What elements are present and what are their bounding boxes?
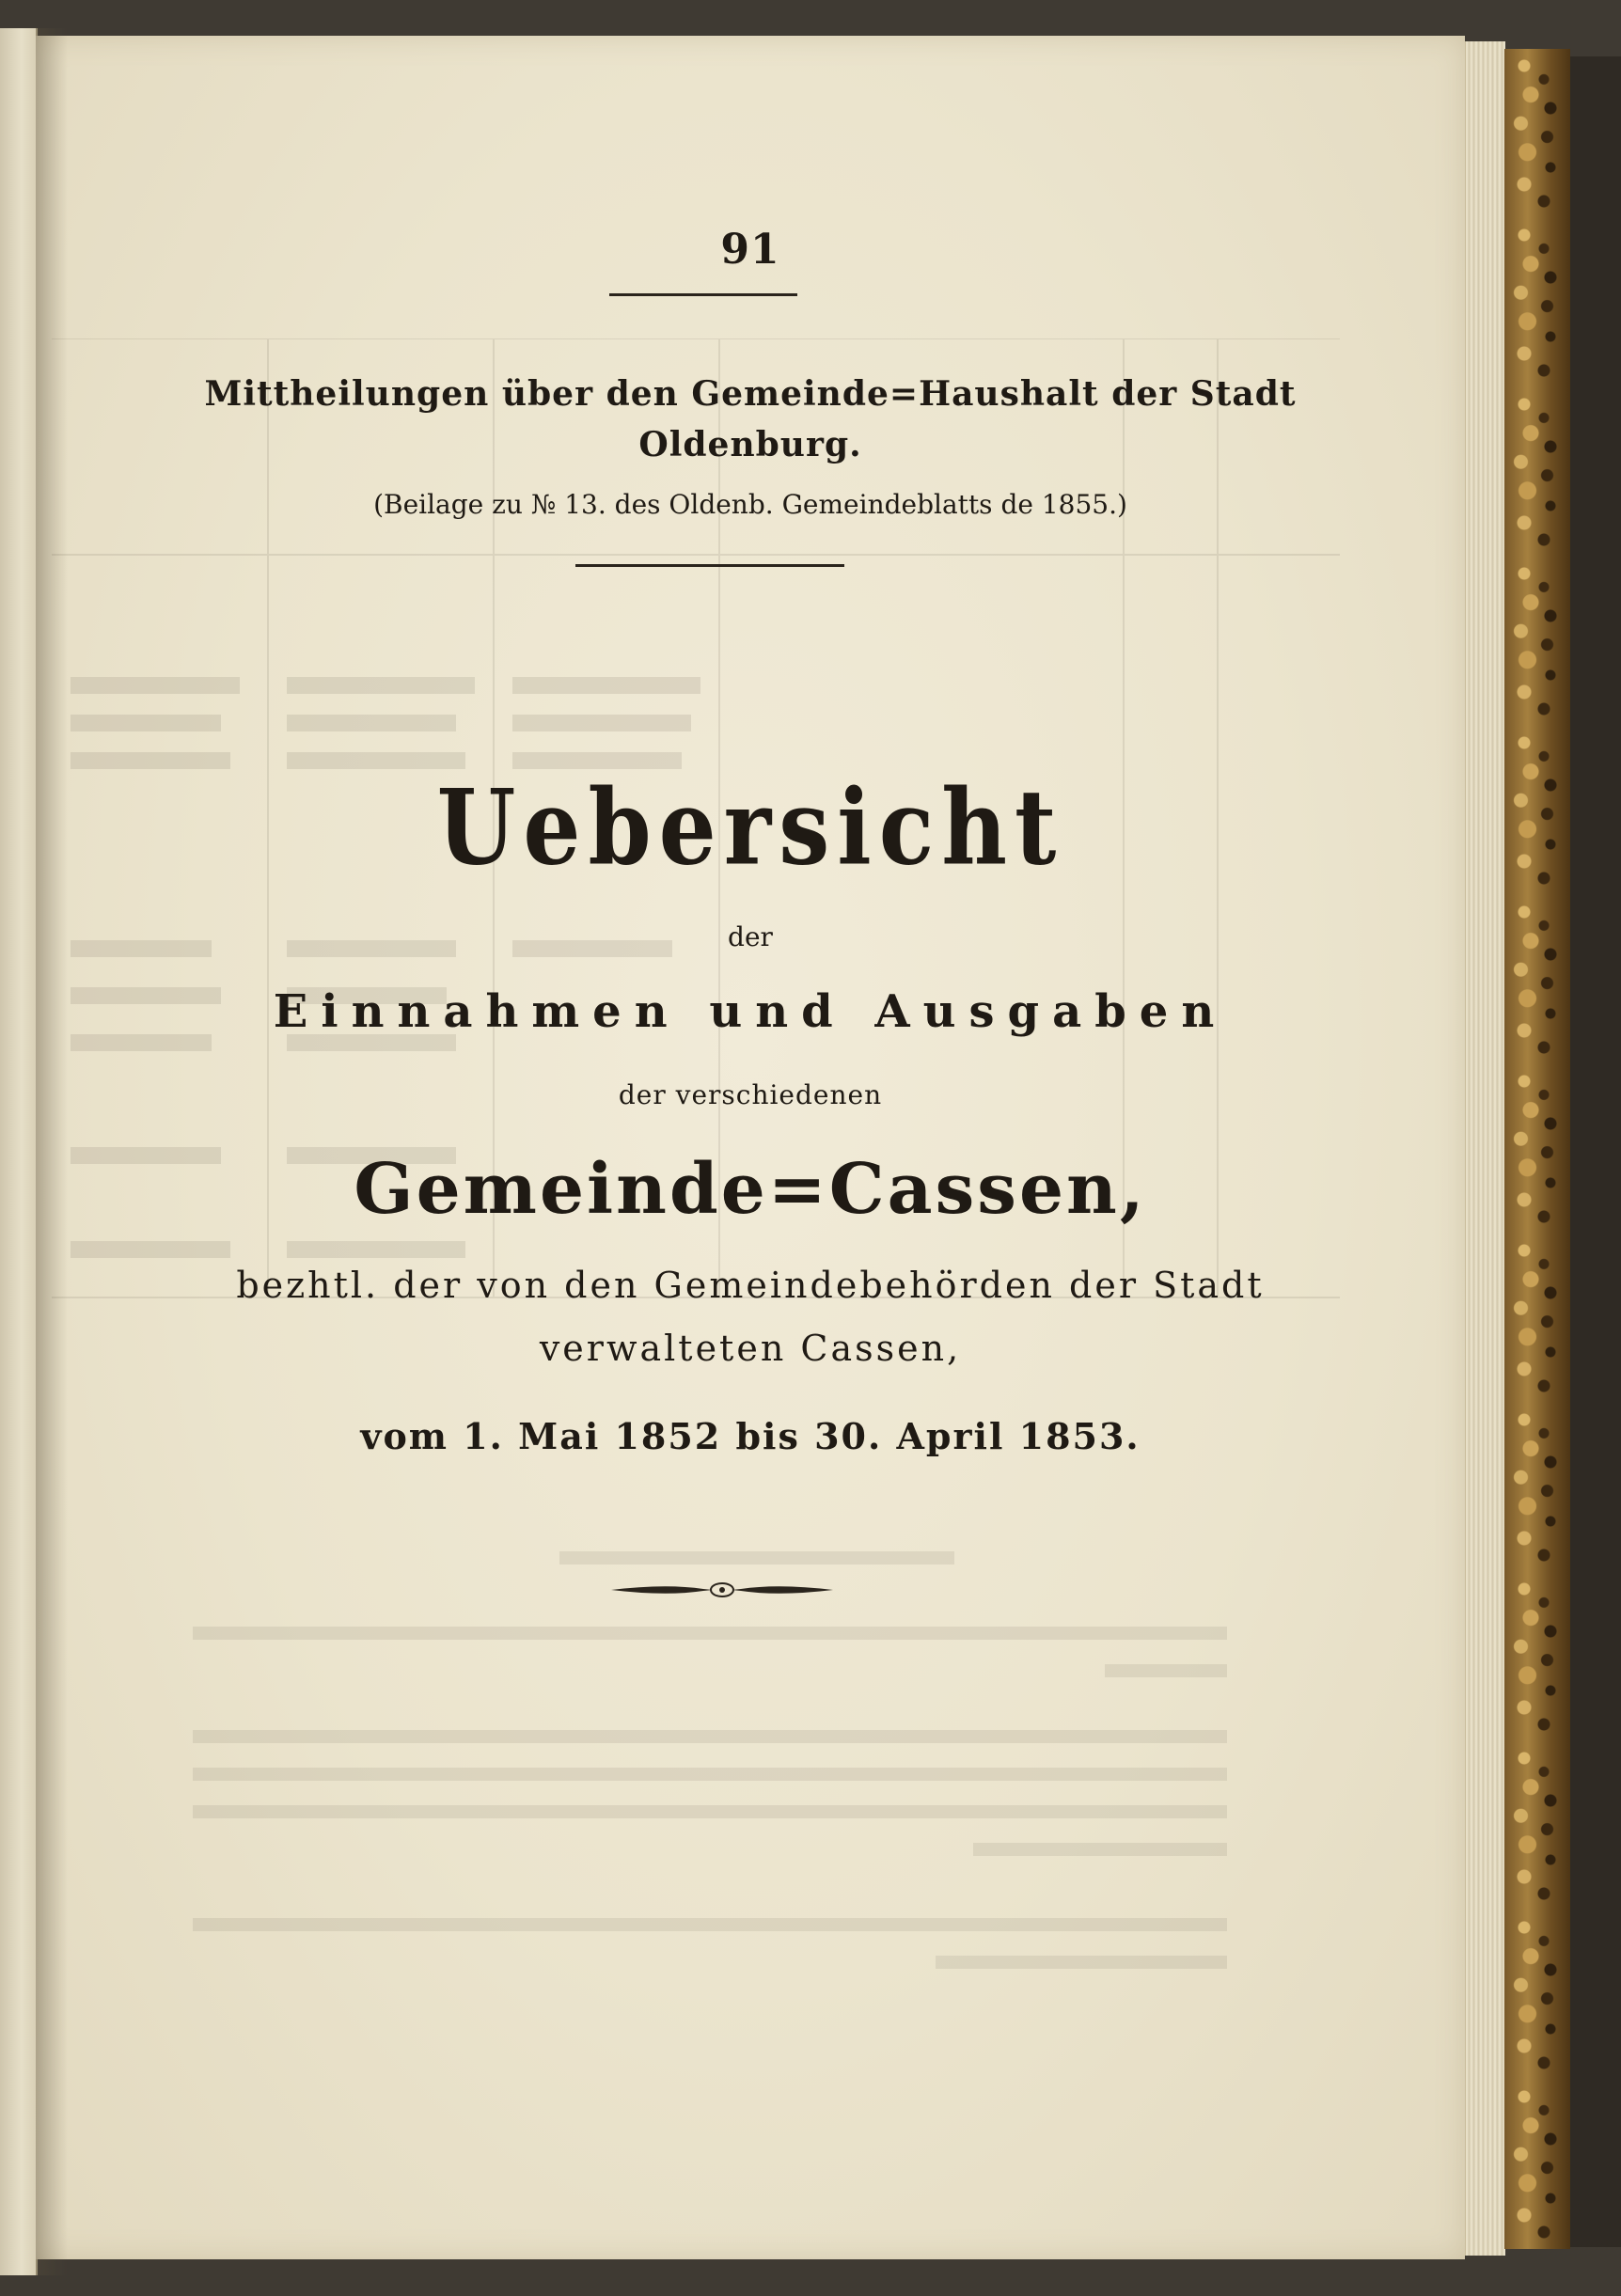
header-line-1: Mittheilungen über den Gemeinde=Haushalt der Stadt	[204, 374, 1297, 414]
title-period: vom 1. Mai 1852 bis 30. April 1853.	[360, 1415, 1141, 1457]
header-line-2: Oldenburg.	[638, 425, 862, 464]
main-title: Uebersicht	[436, 766, 1064, 889]
title-der-verschiedenen: der verschiedenen	[618, 1079, 883, 1110]
title-bezhtl: bezhtl. der von den Gemeindebehörden der Stadt	[236, 1265, 1265, 1306]
ornament-divider-icon	[609, 1578, 835, 1602]
page-stack-edge	[1465, 41, 1505, 2256]
title-der: der	[728, 921, 773, 952]
title-einnahmen-ausgaben: Einnahmen und Ausgaben	[273, 985, 1228, 1038]
title-verwalteten-cassen: verwalteten Cassen,	[539, 1328, 962, 1369]
previous-page-edge	[0, 28, 38, 2275]
background-edge	[1570, 56, 1621, 2247]
page-number: 91	[720, 226, 780, 274]
marbled-cover	[1504, 49, 1570, 2249]
beilage-note: (Beilage zu № 13. des Oldenb. Gemeindeblatts de 1855.)	[373, 489, 1127, 520]
page-number-rule	[609, 293, 797, 296]
header-rule	[575, 564, 844, 567]
title-gemeinde-cassen: Gemeinde=Cassen,	[354, 1149, 1147, 1230]
book-page	[36, 36, 1465, 2259]
